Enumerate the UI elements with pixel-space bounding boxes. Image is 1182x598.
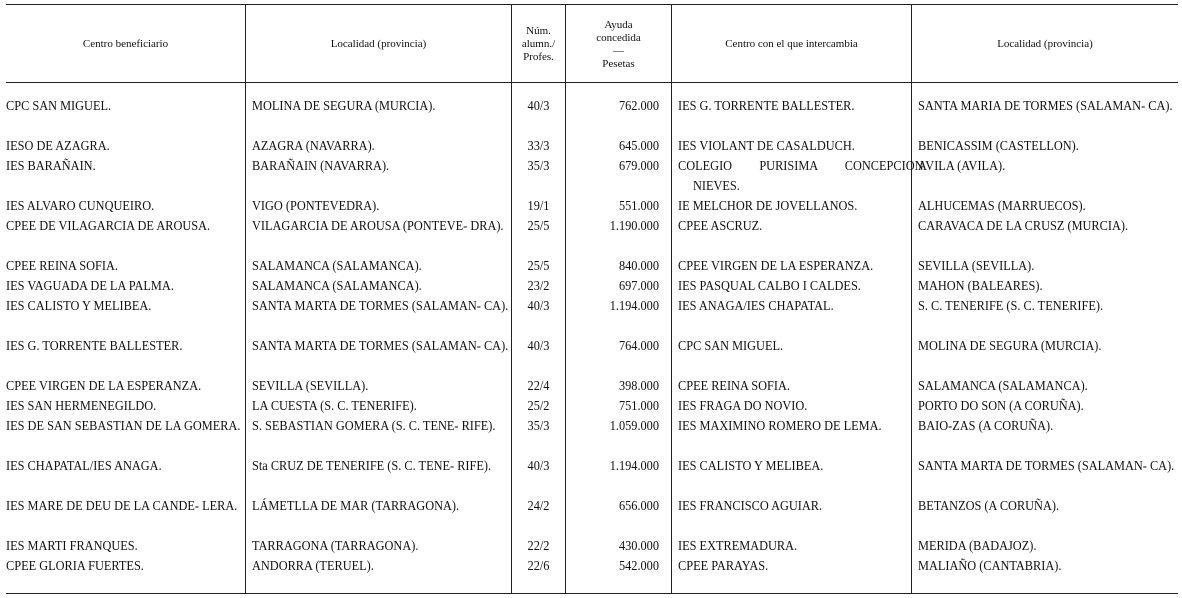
num-cell: 40/3: [527, 339, 550, 354]
centro-cell: IES MARTI FRANQUES.: [6, 539, 138, 554]
localidad-cell: MOLINA DE SEGURA (MURCIA).: [252, 99, 436, 114]
localidad-intercambia-cell: SANTA MARTA DE TORMES (SALAMAN- CA).: [918, 459, 1175, 474]
ayuda-cell: 679.000: [618, 159, 659, 174]
localidad-cell: SANTA MARTA DE TORMES (SALAMAN- CA).: [252, 339, 509, 354]
header-ayuda-concedida: [566, 6, 671, 83]
intercambia-cell: IES MAXIMINO ROMERO DE LEMA.: [678, 419, 882, 434]
centro-cell: IES DE SAN SEBASTIAN DE LA GOMERA.: [6, 419, 241, 434]
table-top-rule: [6, 4, 1178, 5]
num-cell: 25/5: [527, 259, 550, 274]
localidad-intercambia-cell: PORTO DO SON (A CORUÑA).: [918, 399, 1084, 414]
localidad-intercambia-cell: SANTA MARIA DE TORMES (SALAMAN- CA).: [918, 99, 1173, 114]
ayuda-cell: 751.000: [618, 399, 659, 414]
centro-cell: CPEE VIRGEN DE LA ESPERANZA.: [6, 379, 202, 394]
ayuda-cell: 1.194.000: [609, 299, 659, 314]
intercambia-cell: COLEGIO PURISIMA CONCEPCION NIEVES.: [678, 159, 924, 194]
centro-cell: IES G. TORRENTE BALLESTER.: [6, 339, 183, 354]
header-num-line: Núm.: [526, 25, 551, 37]
header-ayuda-line: Ayuda: [604, 18, 633, 31]
num-cell: 35/3: [527, 159, 550, 174]
num-cell: 40/3: [527, 299, 550, 314]
ayuda-cell: 762.000: [618, 99, 659, 114]
intercambia-cell: IES PASQUAL CALBO I CALDES.: [678, 279, 861, 294]
ayuda-cell: 840.000: [618, 259, 659, 274]
centro-cell: IES BARAÑAIN.: [6, 159, 96, 174]
ayuda-cell: 551.000: [618, 199, 659, 214]
intercambia-cell: IES EXTREMADURA.: [678, 539, 798, 554]
table-bottom-rule: [6, 593, 1178, 594]
centro-cell: IES SAN HERMENEGILDO.: [6, 399, 157, 414]
num-cell: 22/2: [527, 539, 550, 554]
centro-cell: IESO DE AZAGRA.: [6, 139, 110, 154]
centro-cell: CPEE DE VILAGARCIA DE AROUSA.: [6, 219, 211, 234]
num-cell: 40/3: [527, 99, 550, 114]
ayuda-cell: 764.000: [618, 339, 659, 354]
header-centro-intercambia: Centro con el que intercambia: [725, 38, 858, 50]
centro-cell: IES MARE DE DEU DE LA CANDE- LERA.: [6, 499, 238, 514]
num-cell: 35/3: [527, 419, 550, 434]
num-cell: 33/3: [527, 139, 550, 154]
centro-cell: IES ALVARO CUNQUEIRO.: [6, 199, 155, 214]
localidad-intercambia-cell: BETANZOS (A CORUÑA).: [918, 499, 1060, 514]
centro-cell: IES VAGUADA DE LA PALMA.: [6, 279, 174, 294]
header-ayuda-line: Pesetas: [602, 57, 635, 70]
header-num-line: alumn./: [521, 38, 556, 50]
num-cell: 22/4: [527, 379, 550, 394]
header-centro-beneficiario: Centro beneficiario: [82, 38, 169, 50]
ayuda-cell: 1.059.000: [609, 419, 659, 434]
num-cell: 23/2: [527, 279, 550, 294]
localidad-intercambia-cell: BENICASSIM (CASTELLON).: [918, 139, 1079, 154]
localidad-intercambia-cell: MALIAÑO (CANTABRIA).: [918, 559, 1062, 574]
intercambia-cell: CPEE REINA SOFIA.: [678, 379, 790, 394]
intercambia-cell: IE MELCHOR DE JOVELLANOS.: [678, 199, 858, 214]
localidad-cell: BARAÑAIN (NAVARRA).: [252, 159, 390, 174]
localidad-cell: S. SEBASTIAN GOMERA (S. C. TENE- RIFE).: [252, 419, 496, 434]
localidad-intercambia-cell: AVILA (AVILA).: [918, 159, 1006, 174]
intercambia-cell: CPEE VIRGEN DE LA ESPERANZA.: [678, 259, 874, 274]
localidad-intercambia-cell: BAIO-ZAS (A CORUÑA).: [918, 419, 1054, 434]
num-cell: 24/2: [527, 499, 550, 514]
localidad-cell: VIGO (PONTEVEDRA).: [252, 199, 380, 214]
ayuda-cell: 1.190.000: [609, 219, 659, 234]
num-cell: 22/6: [527, 559, 550, 574]
column-divider: [671, 5, 672, 594]
intercambia-cell: CPEE ASCRUZ.: [678, 219, 763, 234]
intercambia-cell: IES ANAGA/IES CHAPATAL.: [678, 299, 834, 314]
localidad-cell: SEVILLA (SEVILLA).: [252, 379, 369, 394]
intercambia-cell: IES FRANCISCO AGUIAR.: [678, 499, 823, 514]
intercambia-cell: CPC SAN MIGUEL.: [678, 339, 784, 354]
ayuda-cell: 1.194.000: [609, 459, 659, 474]
intercambia-cell: IES VIOLANT DE CASALDUCH.: [678, 139, 855, 154]
localidad-cell: LA CUESTA (S. C. TENERIFE).: [252, 399, 417, 414]
centro-cell: IES CALISTO Y MELIBEA.: [6, 299, 152, 314]
num-cell: 25/2: [527, 399, 550, 414]
column-divider: [565, 5, 566, 594]
header-ayuda-line: concedida: [596, 31, 641, 44]
localidad-cell: AZAGRA (NAVARRA).: [252, 139, 375, 154]
num-cell: 19/1: [527, 199, 550, 214]
centro-cell: IES CHAPATAL/IES ANAGA.: [6, 459, 162, 474]
num-cell: 40/3: [527, 459, 550, 474]
localidad-intercambia-cell: MERIDA (BADAJOZ).: [918, 539, 1037, 554]
localidad-intercambia-cell: SALAMANCA (SALAMANCA).: [918, 379, 1088, 394]
ayuda-cell: 542.000: [618, 559, 659, 574]
localidad-intercambia-cell: ALHUCEMAS (MARRUECOS).: [918, 199, 1086, 214]
localidad-intercambia-cell: MAHON (BALEARES).: [918, 279, 1043, 294]
centro-cell: CPC SAN MIGUEL.: [6, 99, 112, 114]
header-localidad: Localidad (provincia): [330, 38, 427, 50]
ayuda-cell: 645.000: [618, 139, 659, 154]
intercambia-cell: IES G. TORRENTE BALLESTER.: [678, 99, 855, 114]
localidad-intercambia-cell: CARAVACA DE LA CRUSZ (MURCIA).: [918, 219, 1129, 234]
ayuda-cell: 430.000: [618, 539, 659, 554]
intercambia-cell: IES CALISTO Y MELIBEA.: [678, 459, 824, 474]
exchange-grants-table: [6, 4, 1178, 594]
localidad-cell: ANDORRA (TERUEL).: [252, 559, 374, 574]
header-num-line: Profes.: [523, 51, 554, 63]
localidad-intercambia-cell: MOLINA DE SEGURA (MURCIA).: [918, 339, 1102, 354]
ayuda-cell: 656.000: [618, 499, 659, 514]
intercambia-cell: CPEE PARAYAS.: [678, 559, 769, 574]
num-cell: 25/5: [527, 219, 550, 234]
intercambia-cell: IES FRAGA DO NOVIO.: [678, 399, 808, 414]
localidad-cell: SANTA MARTA DE TORMES (SALAMAN- CA).: [252, 299, 509, 314]
localidad-cell: SALAMANCA (SALAMANCA).: [252, 279, 422, 294]
header-localidad-intercambia: Localidad (provincia): [997, 38, 1093, 50]
centro-cell: CPEE REINA SOFIA.: [6, 259, 118, 274]
localidad-cell: VILAGARCIA DE AROUSA (PONTEVE- DRA).: [252, 219, 504, 234]
localidad-intercambia-cell: S. C. TENERIFE (S. C. TENERIFE).: [918, 299, 1104, 314]
header-ayuda-line: —: [613, 44, 624, 57]
ayuda-cell: 697.000: [618, 279, 659, 294]
header-num-alumn-profes: [512, 6, 565, 83]
centro-cell: CPEE GLORIA FUERTES.: [6, 559, 144, 574]
localidad-intercambia-cell: SEVILLA (SEVILLA).: [918, 259, 1035, 274]
localidad-cell: LÁMETLLA DE MAR (TARRAGONA).: [252, 499, 460, 514]
localidad-cell: SALAMANCA (SALAMANCA).: [252, 259, 422, 274]
localidad-cell: TARRAGONA (TARRAGONA).: [252, 539, 419, 554]
localidad-cell: Sta CRUZ DE TENERIFE (S. C. TENE- RIFE).: [252, 459, 492, 474]
ayuda-cell: 398.000: [618, 379, 659, 394]
